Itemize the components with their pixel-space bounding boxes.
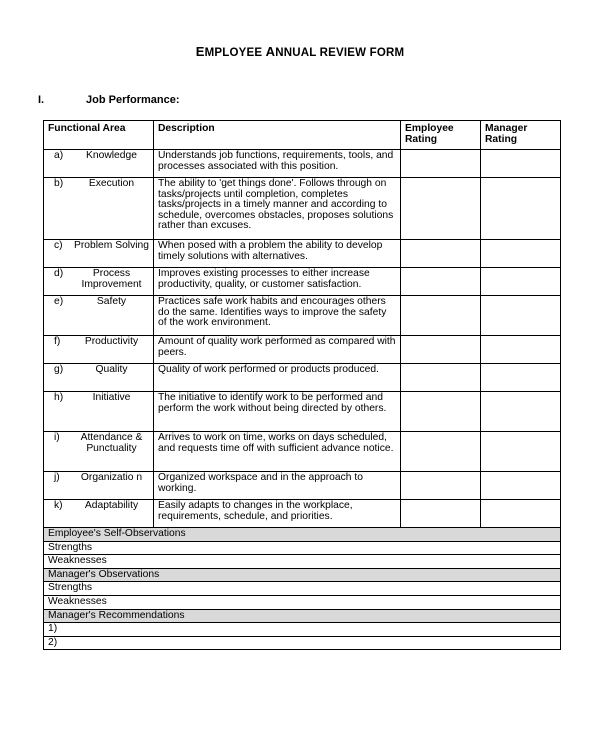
criteria-area-cell [44, 150, 154, 178]
criteria-description: Organized workspace and in the approach to working. [154, 472, 401, 500]
criteria-area-cell [44, 268, 154, 296]
criteria-description: The initiative to identify work to be performed and perform the work without being directed by others. [154, 392, 401, 432]
manager-recommendations-title: Manager's Recommendations [44, 609, 561, 623]
criteria-area-cell [44, 364, 154, 392]
criteria-letter: e) [54, 296, 64, 307]
criteria-description: Amount of quality work performed as compared with peers. [154, 336, 401, 364]
manager-rating-cell[interactable] [481, 472, 561, 500]
manager-strengths-field[interactable]: Strengths [44, 582, 561, 596]
title-initial-e: E [195, 44, 205, 59]
employee-rating-cell[interactable] [401, 432, 481, 472]
manager-rating-cell[interactable] [481, 336, 561, 364]
manager-rating-cell[interactable] [481, 268, 561, 296]
criteria-row [44, 240, 561, 268]
criteria-area-cell [44, 472, 154, 500]
criteria-description: Quality of work performed or products produced. [154, 364, 401, 392]
recommendation-row-2 [44, 636, 561, 650]
title-rest: NNUAL REVIEW FORM [275, 47, 405, 59]
criteria-description: When posed with a problem the ability to develop timely solutions with alternatives. [154, 240, 401, 268]
employee-rating-cell[interactable] [401, 336, 481, 364]
criteria-description: The ability to 'get things done'. Follows through on tasks/projects until completion, completes tasks/projects in a timely manner and according to schedule, overcomes obstacles, proposes solutions rather than excuses. [154, 178, 401, 240]
recommendation-field-1[interactable]: 1) [44, 623, 561, 637]
self-observations-header [44, 528, 561, 542]
title-initial-a: A [265, 44, 276, 59]
header-description: Description [154, 121, 401, 150]
criteria-letter: b) [54, 178, 64, 189]
criteria-area-cell [44, 240, 154, 268]
manager-rating-cell[interactable] [481, 500, 561, 528]
criteria-description: Arrives to work on time, works on days scheduled, and requests time off with sufficient advance notice. [154, 432, 401, 472]
self-weaknesses-field[interactable]: Weaknesses [44, 555, 561, 569]
header-row [44, 121, 561, 150]
header-manager-rating: Manager Rating [481, 121, 561, 150]
criteria-row [44, 336, 561, 364]
employee-rating-cell[interactable] [401, 500, 481, 528]
manager-strengths-row [44, 582, 561, 596]
header-area: Functional Area [44, 121, 154, 150]
criteria-rows [44, 150, 561, 528]
self-strengths-field[interactable]: Strengths [44, 541, 561, 555]
recommendation-field-2[interactable]: 2) [44, 636, 561, 650]
manager-weaknesses-row [44, 595, 561, 609]
criteria-letter: i) [54, 432, 60, 443]
manager-rating-cell[interactable] [481, 178, 561, 240]
criteria-letter: f) [54, 336, 61, 347]
employee-rating-cell[interactable] [401, 268, 481, 296]
criteria-area-name: Organizatio n [80, 472, 143, 483]
criteria-row [44, 472, 561, 500]
criteria-letter: g) [54, 364, 64, 375]
self-observations-title: Employee's Self-Observations [44, 528, 561, 542]
criteria-letter: j) [54, 472, 60, 483]
recommendation-row-1 [44, 623, 561, 637]
criteria-row [44, 432, 561, 472]
section-label: Job Performance: [86, 94, 180, 106]
criteria-row [44, 392, 561, 432]
criteria-area-cell [44, 392, 154, 432]
manager-rating-cell[interactable] [481, 432, 561, 472]
criteria-description: Practices safe work habits and encourages others do the same. Identifies ways to improve the safety of the work environment. [154, 296, 401, 336]
criteria-area-cell [44, 336, 154, 364]
criteria-area-cell [44, 178, 154, 240]
manager-observations-title: Manager's Observations [44, 568, 561, 582]
criteria-letter: h) [54, 392, 64, 403]
self-weaknesses-row [44, 555, 561, 569]
criteria-area-cell [44, 500, 154, 528]
criteria-letter: k) [54, 500, 63, 511]
employee-rating-cell[interactable] [401, 150, 481, 178]
manager-rating-cell[interactable] [481, 296, 561, 336]
review-table [43, 120, 561, 650]
manager-rating-cell[interactable] [481, 240, 561, 268]
manager-observations-header [44, 568, 561, 582]
manager-recommendations-header [44, 609, 561, 623]
criteria-letter: a) [54, 150, 64, 161]
form-title [0, 44, 600, 59]
header-employee-rating: Employee Rating [401, 121, 481, 150]
section-heading [38, 94, 180, 106]
criteria-area-name: Process Improvement [81, 268, 142, 290]
title-word1: MPLOYEE [204, 47, 263, 59]
employee-rating-cell[interactable] [401, 392, 481, 432]
criteria-letter: d) [54, 268, 64, 279]
manager-rating-cell[interactable] [481, 392, 561, 432]
employee-rating-cell[interactable] [401, 472, 481, 500]
employee-rating-cell[interactable] [401, 296, 481, 336]
manager-weaknesses-field[interactable]: Weaknesses [44, 595, 561, 609]
criteria-area-name: Safety [96, 296, 127, 307]
criteria-row [44, 296, 561, 336]
section-number: I. [38, 94, 45, 106]
criteria-area-name: Execution [88, 178, 135, 189]
criteria-area-name: Initiative [92, 392, 131, 403]
criteria-area-name: Attendance & Punctuality [80, 432, 143, 454]
criteria-row [44, 268, 561, 296]
manager-rating-cell[interactable] [481, 364, 561, 392]
criteria-description: Improves existing processes to either increase productivity, quality, or customer satisfaction. [154, 268, 401, 296]
criteria-letter: c) [54, 240, 63, 251]
criteria-row [44, 150, 561, 178]
criteria-area-name: Productivity [84, 336, 139, 347]
criteria-description: Understands job functions, requirements, tools, and processes associated with this position. [154, 150, 401, 178]
employee-rating-cell[interactable] [401, 364, 481, 392]
criteria-area-cell [44, 432, 154, 472]
self-strengths-row [44, 541, 561, 555]
criteria-row [44, 500, 561, 528]
criteria-description: Easily adapts to changes in the workplace, requirements, schedule, and priorities. [154, 500, 401, 528]
criteria-row [44, 364, 561, 392]
criteria-area-cell [44, 296, 154, 336]
employee-rating-cell[interactable] [401, 240, 481, 268]
criteria-area-name: Problem Solving [74, 240, 149, 251]
manager-rating-cell[interactable] [481, 150, 561, 178]
criteria-area-name: Knowledge [86, 150, 137, 161]
criteria-area-name: Quality [95, 364, 128, 375]
criteria-area-name: Adaptability [84, 500, 139, 511]
criteria-row [44, 178, 561, 240]
employee-rating-cell[interactable] [401, 178, 481, 240]
